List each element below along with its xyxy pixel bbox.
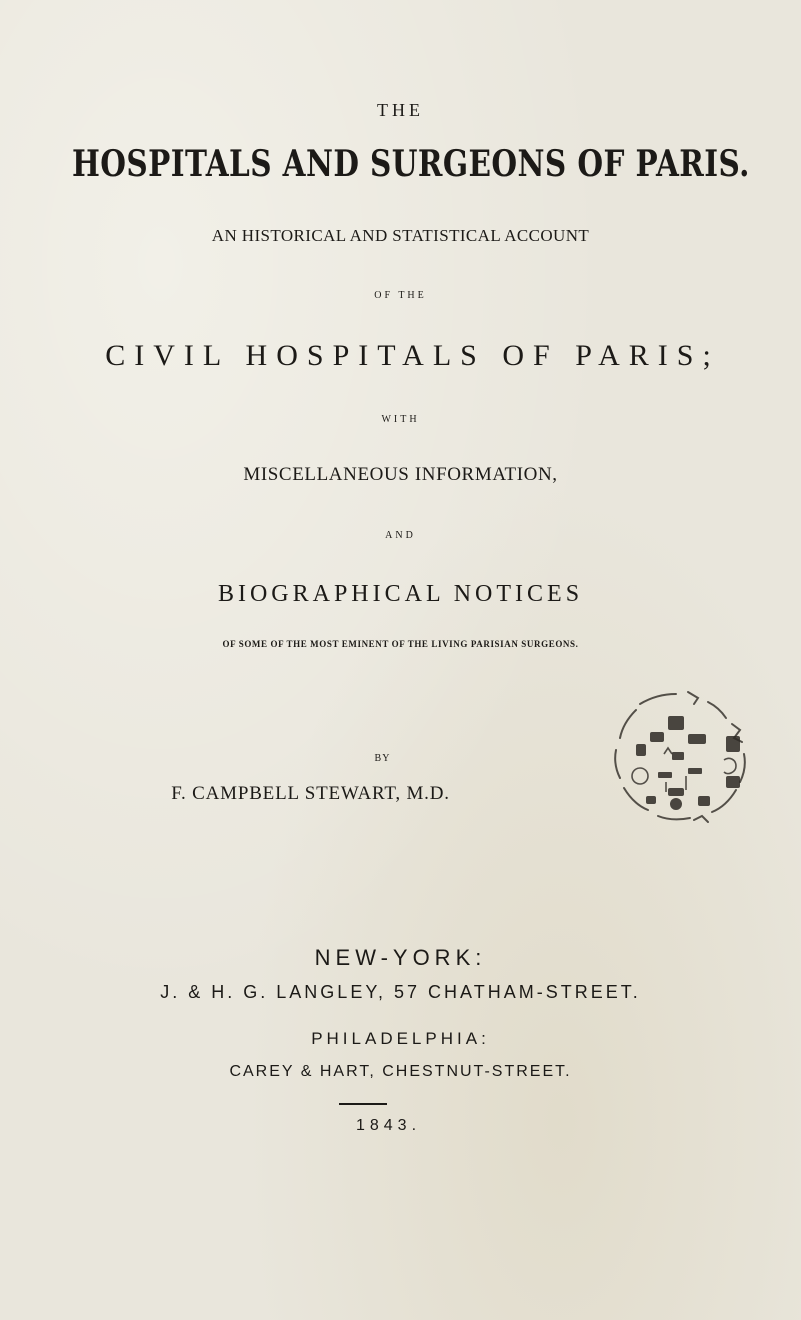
connector-and: AND [385,530,416,541]
author-name: F. CAMPBELL STEWART, M.D. [171,783,450,804]
main-title: HOSPITALS AND SURGEONS OF PARIS. [72,143,750,185]
connector-with: WITH [381,414,420,425]
subtitle: AN HISTORICAL AND STATISTICAL ACCOUNT [211,226,590,245]
by-label: BY [374,753,391,764]
civil-hospitals-heading: CIVIL HOSPITALS OF PARIS; [105,339,720,372]
imprint-divider [339,1103,387,1105]
publication-year: 1843. [355,1117,422,1134]
library-stamp-icon [576,680,776,840]
imprint-publisher-langley: J. & H. G. LANGLEY, 57 CHATHAM-STREET. [160,982,641,1002]
title-article: THE [377,100,424,120]
biographical-description: OF SOME OF THE MOST EMINENT OF THE LIVING PARISIAN SURGEONS. [222,639,579,649]
connector-of-the: OF THE [374,290,427,301]
misc-information: MISCELLANEOUS INFORMATION, [243,464,558,485]
imprint-city-philadelphia: PHILADELPHIA: [311,1029,490,1048]
imprint-publisher-carey: CAREY & HART, CHESTNUT-STREET. [229,1063,572,1080]
imprint-city-newyork: NEW-YORK: [314,945,487,970]
biographical-heading: BIOGRAPHICAL NOTICES [217,581,584,607]
